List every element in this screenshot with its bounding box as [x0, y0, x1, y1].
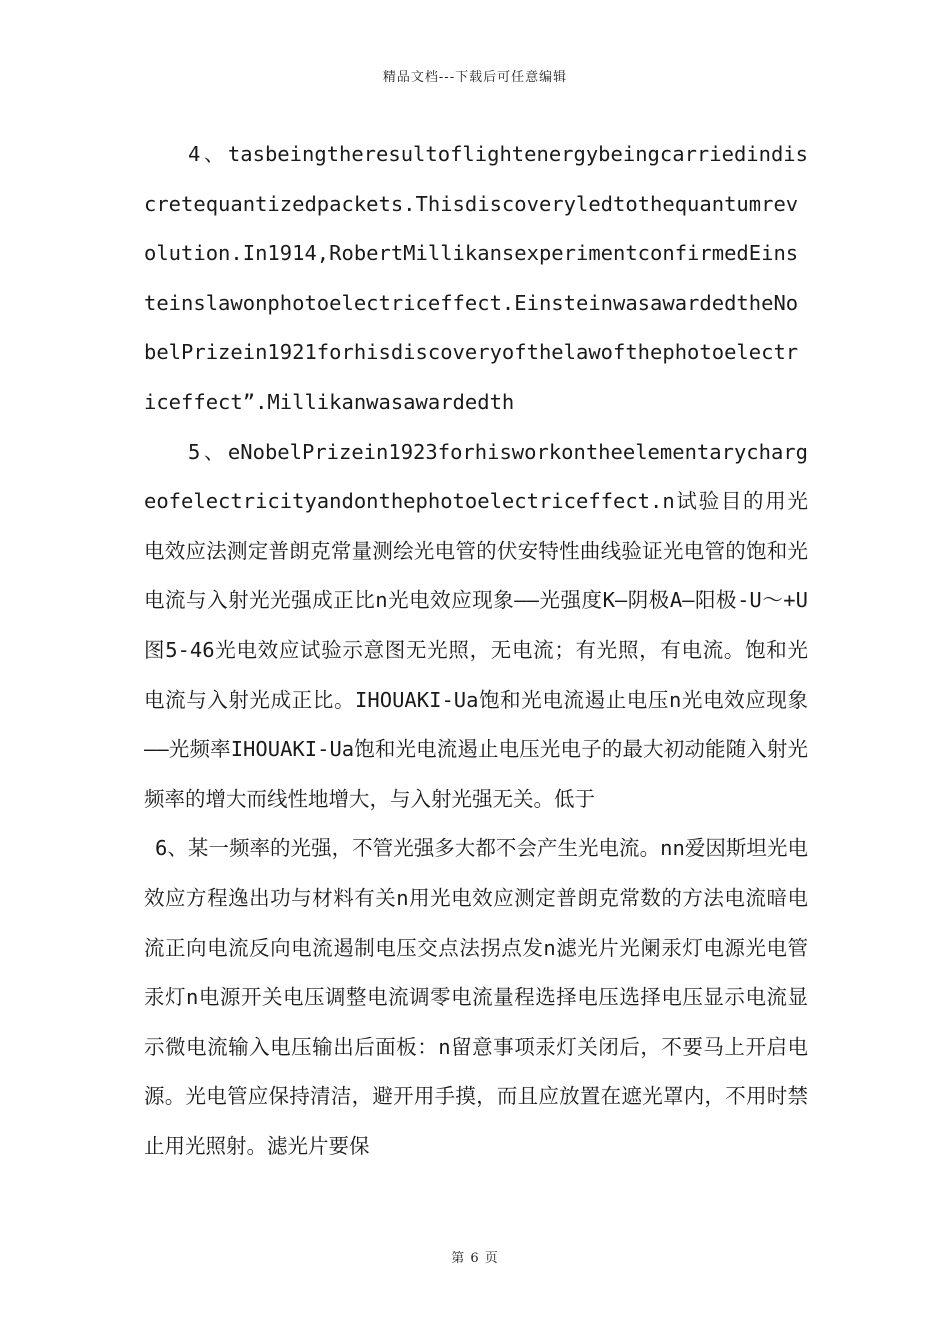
page-number: 第 6 页 — [451, 1251, 499, 1266]
paragraph-6: 6、某一频率的光强，不管光强多大都不会产生光电流。nn爱因斯坦光电效应方程逸出功与材料有关n用光电效应测定普朗克常数的方法电流暗电流正向电流反向电流遏制电压交点法拐点发n滤光片光阑汞灯电源光电管汞灯n电源开关电压调整电流调零电流量程选择电压选择电压显示电流显示微电流输入电压输出后面板：n留意事项汞灯关闭后，不要马上开启电源。光电管应保持清洁，避开用手摸，而且应放置在遮光罩内，不用时禁止用光照射。滤光片要保 — [144, 836, 808, 1158]
paragraph-4: 4、tasbeingtheresultoflightenergybeingcarriedindiscretequantizedpackets.Thisdiscoveryledtothequantumrevolution.In1914,RobertMillikansexperimentconfirmedEinsteinslawonphotoelectriceffect.EinsteinwasawardedtheNobelPrizein1921forhisdiscoveryofthelawofthephotoelectriceffect”.Millikanwasawardedth — [144, 142, 808, 414]
paragraph-5: 5、eNobelPrizein1923forhisworkontheelementarychargeofelectricityandonthephotoelectriceffect.n试验目的用光电效应法测定普朗克常量测绘光电管的伏安特性曲线验证光电管的饱和光电流与入射光光强成正比n光电效应现象——光强度K—阴极A—阳极-U～+U图5-46光电效应试验示意图无光照，无电流；有光照，有电流。饱和光电流与入射光成正比。IHOUAKI-Ua饱和光电流遏止电压n光电效应现象——光频率IHOUAKI-Ua饱和光电流遏止电压光电子的最大初动能随入射光频率的增大而线性地增大，与入射光强无关。低于 — [144, 439, 808, 811]
page-header: 精品文档---下载后可任意编辑 — [382, 70, 568, 85]
document-body — [144, 130, 808, 1171]
